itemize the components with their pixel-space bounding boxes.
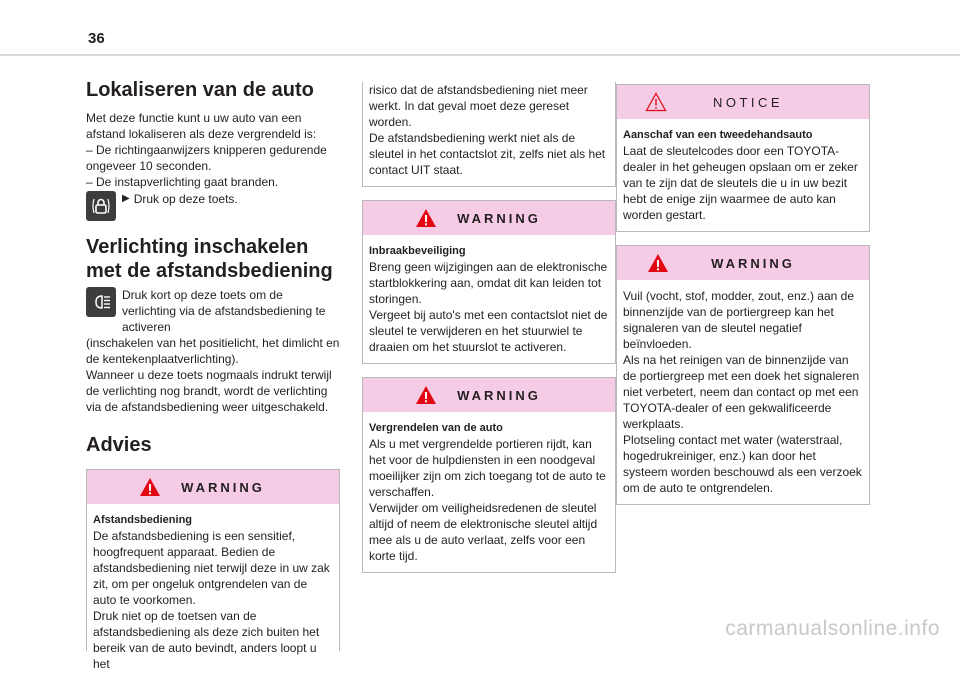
notice-box-secondhand [616,84,870,232]
notice-header [617,85,869,119]
warning-subtitle: Vergrendelen van de auto [369,422,503,434]
warning-text: De afstandsbediening is een sensitief, hoogfrequent apparaat. Bedien de afstandsbediening niet terwijl deze in uw zak zit, om per ongeluk ontgrendelen van de auto te voorkomen. Druk niet op de toetsen van de afstandsbediening als deze zich buiten het bereik van de auto bevindt, anders loopt u het [93,529,330,671]
warning-subtitle: Inbraakbeveiliging [369,245,466,257]
warning-box-remote [86,469,340,671]
section-title-lights: Verlichting inschakelen met de afstandsbediening [86,236,333,282]
lights-action [86,287,340,335]
top-rule [0,54,960,56]
column-right [616,84,870,505]
locate-action [86,191,340,221]
notice-text: Laat de sleutelcodes door een TOYOTA-dealer in het geheugen opslaan om er zeker van te zijn dat de sleutels die u in uw bezit hebt de enige zijn waarmee de auto kan worden gestart. [623,144,858,222]
notice-label: NOTICE [712,94,784,110]
arrow-right-icon: ▶ [122,193,130,204]
warning-header [87,470,339,504]
warning-body [363,412,615,572]
page-number: 36 [88,30,105,47]
warning-header [363,201,615,235]
section-title-locate: Lokaliseren van de auto [86,79,314,101]
warning-subtitle: Afstandsbediening [93,514,193,526]
notice-subtitle: Aanschaf van een tweedehandsauto [623,129,813,141]
warning-box-locking [362,377,616,573]
column-middle [362,82,616,573]
continuation-text: risico dat de afstandsbediening niet meer werkt. In dat geval moet deze gereset worden. De afstandsbediening werkt niet als de sleutel in het contactslot zit, zelfs niet als het contact UIT staat. [369,83,606,177]
warning-triangle-icon [647,253,669,273]
headlight-key-icon [86,287,116,317]
warning-text: Vuil (vocht, stof, modder, zout, enz.) aan de binnenzijde van de portiergreep kan het signaleren van de sleutel negatief beïnvloeden. Als na het reinigen van de binnenzijde van de portiergreep met een doek het signaleren niet verbetert, neem dan contact op met een TOYOTA-dealer of een gekwalificeerde werkplaats. Plotseling contact met water (waterstraal, hogedrukreiniger, enz.) kan door het systeem worden beschouwd als een verzoek om de auto te ontgrendelen. [623,289,862,495]
continuation-box [362,82,616,187]
lock-key-icon [86,191,116,221]
warning-text: Als u met vergrendelde portieren rijdt, kan het voor de hulpdiensten in een noodgeval moeilijker zijn om zich toegang tot de auto te verschaffen. Verwijder om veiligheidsredenen de sleutel altijd of neem de elektronische sleutel altijd mee als u de auto verlaat, zelfs voor een korte tijd. [369,437,606,563]
warning-box-theft [362,200,616,364]
locate-action-text: Druk op deze toets. [133,192,238,206]
warning-label: WARNING [181,479,265,495]
warning-header [617,246,869,280]
warning-body [363,235,615,363]
warning-triangle-icon [139,477,161,497]
warning-label: WARNING [711,255,795,271]
warning-label: WARNING [457,210,541,226]
lights-body-rest: (inschakelen van het positielicht, het dimlicht en de kentekenplaatverlichting). Wanneer u deze toets nogmaals indrukt terwijl de verlichting nog brandt, wordt de verlichting via de afstandsbediening weer uitgeschakeld. [86,336,340,414]
warning-label: WARNING [457,387,541,403]
warning-box-dirt [616,245,870,505]
locate-body: Met deze functie kunt u uw auto van een afstand lokaliseren als deze vergrendeld is: – De richtingaanwijzers knipperen gedurende ongeveer 10 seconden. – De instapverlichting gaat branden. [86,111,327,189]
warning-triangle-icon [415,208,437,228]
section-title-advice: Advies [86,434,152,456]
column-left [86,78,340,671]
warning-body [87,504,339,680]
warning-header [363,378,615,412]
warning-triangle-icon [415,385,437,405]
warning-body [617,280,869,504]
notice-triangle-icon [645,92,667,112]
continuation-body [363,82,615,186]
watermark: carmanualsonline.info [725,617,940,640]
warning-text: Breng geen wijzigingen aan de elektronische startblokkering aan, omdat dit kan leiden tot storingen. Vergeet bij auto's met een contactslot niet de sleutel te verwijderen en het stuurwiel te draaien om het stuurslot te activeren. [369,260,608,354]
lights-body-lead: Druk kort op deze toets om de verlichting via de afstandsbediening te activeren [122,288,326,334]
notice-body [617,119,869,231]
